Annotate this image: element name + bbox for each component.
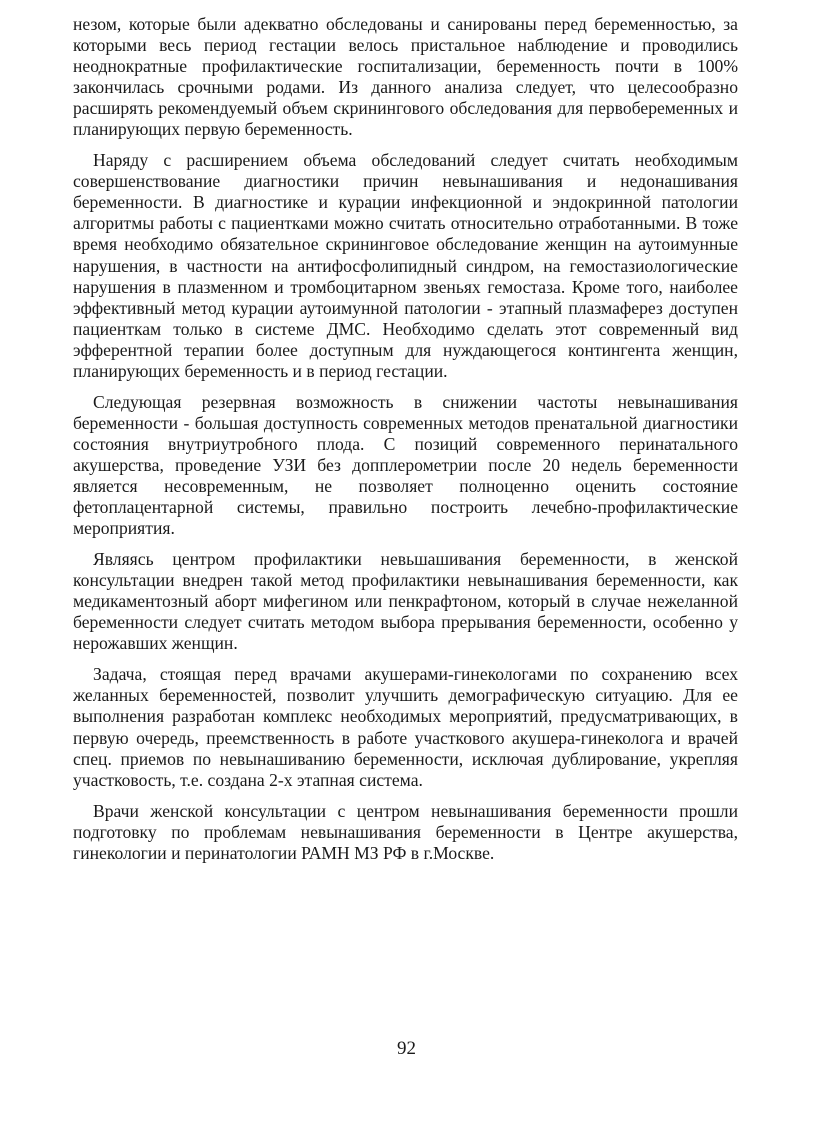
paragraph-task: Задача, стоящая перед врачами акушерами-гинекологами по сохранению всех желанных беременностей, позволит улучшить демографическую ситуацию. Для ее выполнения разработан комплекс необходимых мероприятий, предусматривающих, в первую очередь, преемственность в работе участкового акушера-гинеколога и врачей спец. приемов по невынашиванию беременности, исключая дублирование, укрепляя участковость, т.е. создана 2-х этапная система. <box>73 664 738 790</box>
page-number: 92 <box>397 1038 416 1059</box>
paragraph-diagnostics: Наряду с расширением объема обследований следует считать необходимым совершенствование диагностики причин невынашивания и недонашивания беременности. В диагностике и курации инфекционной и эндокринной патологии алгоритмы работы с пациентками можно считать относительно отработанными. В тоже время необходимо обязательное скрининговое обследование женщин на аутоимунные нарушения, в частности на антифосфолипидный синдром, на гемостазиологические нарушения в плазменном и тромбоцитарном звеньях гемостаза. Кроме того, наиболее эффективный метод курации аутоимунной патологии - этапный плазмаферез доступен пациенткам только в системе ДМС. Необходимо сделать этот современный вид эфферентной терапии более доступным для нуждающегося контингента женщин, планирующих беременность и в период гестации. <box>73 150 738 381</box>
paragraph-continuation: незом, которые были адекватно обследованы и санированы перед беременностью, за которыми весь период гестации велось пристальное наблюдение и проводились неоднократные профилактические госпитализации, беременность почти в 100% закончилась срочными родами. Из данного анализа следует, что целесообразно расширять рекомендуемый объем скринингового обследования для первобеременных и планирующих первую беременность. <box>73 14 738 140</box>
paragraph-training: Врачи женской консультации с центром невынашивания беременности прошли подготовку по проблемам невынашивания беременности в Центре акушерства, гинекологии и перинатологии РАМН МЗ РФ в г.Москве. <box>73 800 738 863</box>
paragraph-prenatal-diagnostics: Следующая резервная возможность в снижении частоты невынашивания беременности - большая доступность современных методов пренатальной диагностики состояния внутриутробного плода. С позиций современного перинатального акушерства, проведение УЗИ без допплерометрии после 20 недель беременности является несовременным, не позволяет полноценно оценить состояние фетоплацентарной системы, правильно построить лечебно-профилактические мероприятия. <box>73 391 738 539</box>
page-body <box>73 14 738 874</box>
paragraph-medical-abortion: Являясь центром профилактики невьшашивания беременности, в женской консультации внедрен такой метод профилактики невынашивания беременности, как медикаментозный аборт мифегином или пенкрафтоном, который в случае нежеланной беременности следует считать методом выбора прерывания беременности, особенно у нерожавших женщин. <box>73 549 738 654</box>
